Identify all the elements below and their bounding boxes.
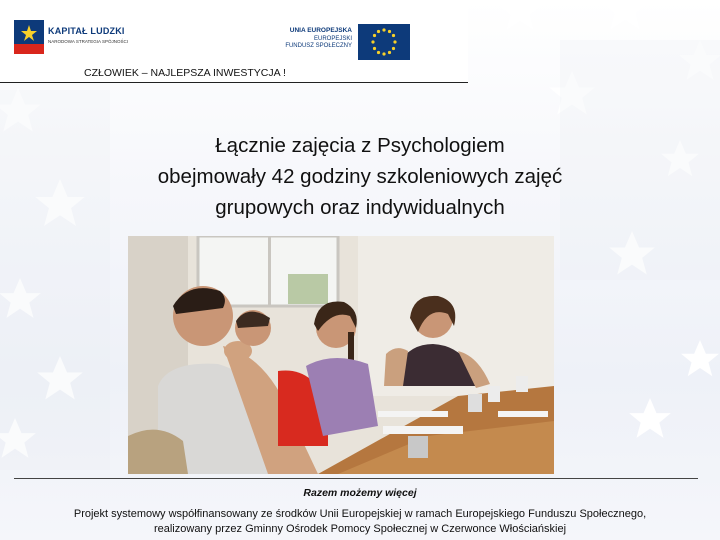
footer-line-1: Projekt systemowy współfinansowany ze środków Unii Europejskiej w ramach Europejskiego Funduszu Społecznego,: [73, 508, 647, 520]
photo-illustration: [128, 236, 554, 474]
logo-ue-line2: EUROPEJSKI: [313, 35, 352, 42]
page-title: [60, 130, 660, 223]
kapital-ludzki-icon: [14, 20, 44, 54]
header-divider: [0, 82, 468, 83]
group-session-photo: [128, 236, 554, 474]
eu-flag-icon: [358, 24, 410, 60]
footer-divider: [14, 478, 698, 479]
logo-ue-text: [282, 27, 352, 51]
logo-kl-subtitle: NARODOWA STRATEGIA SPÓJNOŚCI: [48, 39, 129, 44]
title-line-3: grupowych oraz indywidualnych: [215, 196, 505, 219]
logo-ue-line1: UNIA EUROPEJSKA: [289, 27, 352, 34]
slogan: CZŁOWIEK – NAJLEPSZA INWESTYCJA !: [84, 67, 286, 79]
footer-motto: Razem możemy więcej: [303, 487, 417, 499]
logo-kl-title: KAPITAŁ LUDZKI: [48, 26, 125, 36]
title-line-1: Łącznie zajęcia z Psychologiem: [215, 134, 505, 157]
title-line-2: obejmowały 42 godziny szkoleniowych zajęć: [157, 165, 563, 188]
logo-ue-line3: FUNDUSZ SPOŁECZNY: [285, 43, 352, 49]
footer-line-2: realizowany przez Gminny Ośrodek Pomocy Społecznej w Czerwonce Włościańskiej: [153, 523, 567, 535]
logo-kapital-ludzki: [14, 20, 132, 58]
logo-unia-europejska: [282, 24, 412, 60]
